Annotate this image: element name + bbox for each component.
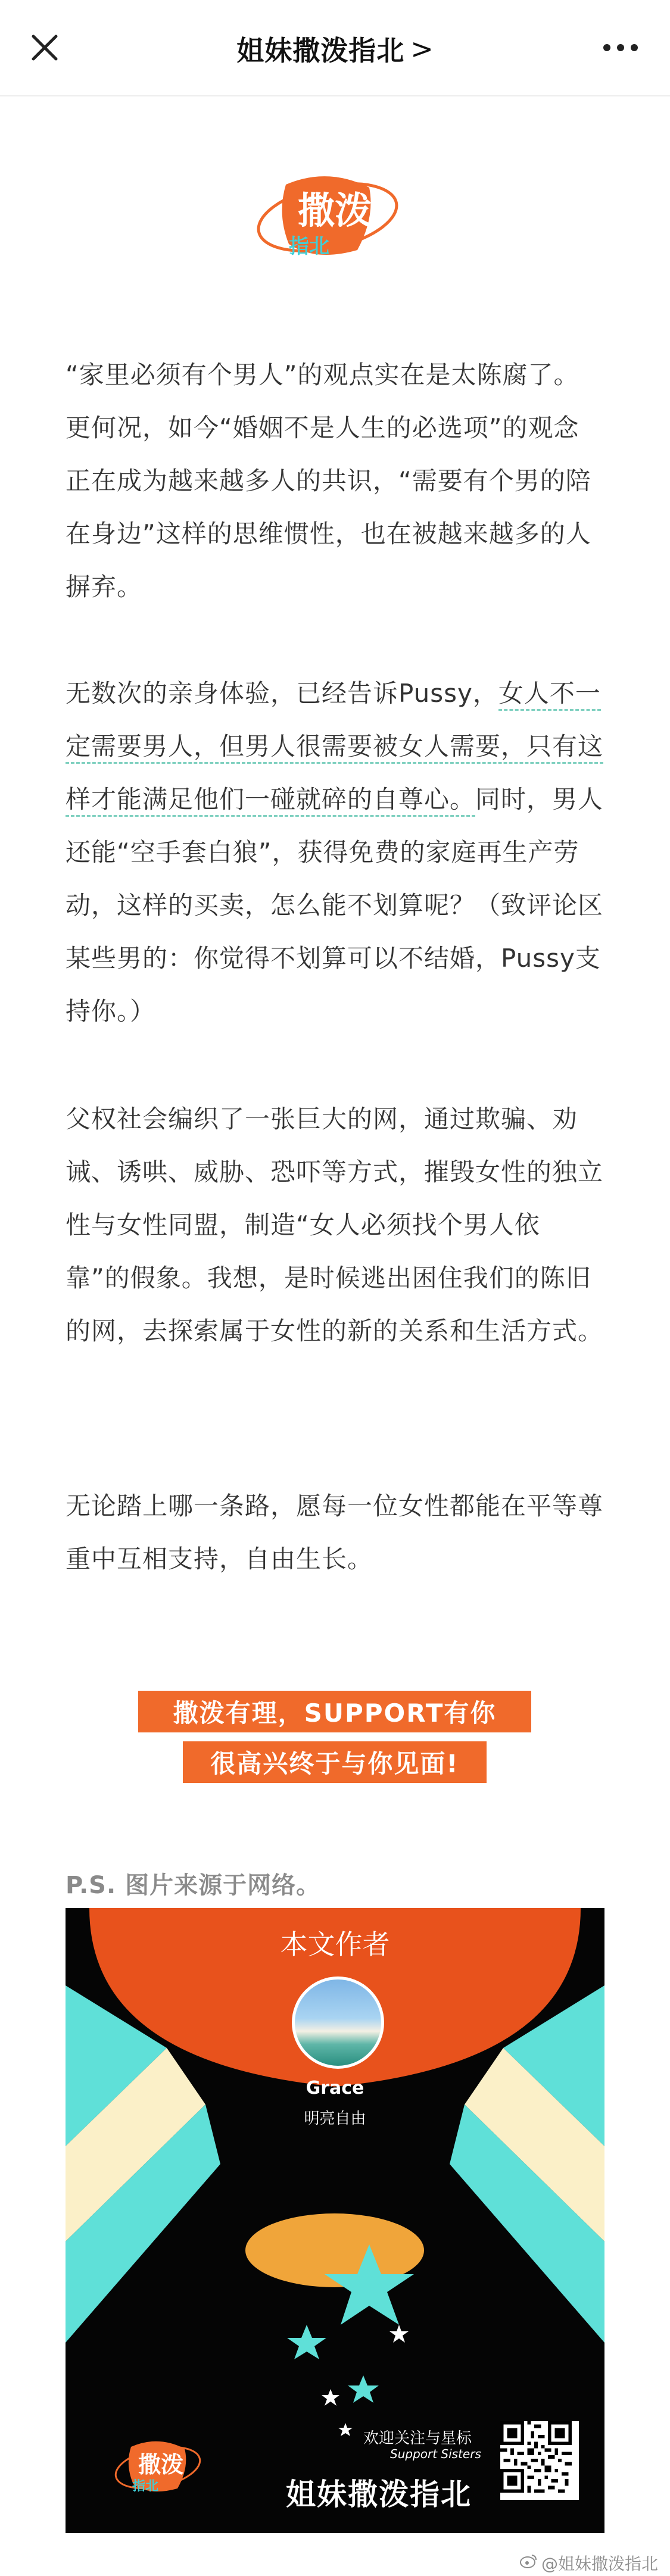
avatar xyxy=(292,1977,384,2069)
paragraph-1: “家里必须有个男人”的观点实在是太陈腐了。更何况，如今“婚姻不是人生的必选项”的观念正在成为越来越多人的共识，“需要有个男的陪在身边”这样的思维惯性，也在被越来越多的人摒弃。 xyxy=(66,360,591,601)
more-button[interactable] xyxy=(600,37,641,58)
banner-line-2: 很高兴终于与你见面! xyxy=(183,1741,487,1783)
more-icon xyxy=(600,37,641,58)
poster-logo xyxy=(113,2432,202,2503)
poster-brand-name: 姐妹撒泼指北 xyxy=(286,2477,472,2512)
follow-prompt: 欢迎关注与星标 xyxy=(363,2430,472,2447)
follow-subtitle: Support Sisters xyxy=(390,2447,481,2461)
svg-text:撒泼: 撒泼 xyxy=(138,2452,184,2478)
paragraph-4: 无论踏上哪一条路，愿每一位女性都能在平等尊重中互相支持，自由生长。 xyxy=(66,1491,604,1573)
paragraph-2 xyxy=(66,667,604,1038)
watermark-text: @姐妹撒泼指北 xyxy=(541,2554,658,2574)
author-name: Grace xyxy=(306,2078,364,2099)
source-watermark xyxy=(520,2551,658,2575)
svg-text:撒泼: 撒泼 xyxy=(298,189,372,232)
paragraph-2-highlight: 女人不一定需要男人，但男人很需要被女人需要，只有这样才能满足他们一碰就碎的自尊心。 xyxy=(66,679,603,817)
svg-text:指北: 指北 xyxy=(289,235,329,258)
weibo-icon xyxy=(520,2553,538,2573)
author-poster xyxy=(66,1908,604,2533)
ps-note: P.S. 图片来源于网络。 xyxy=(66,1872,321,1899)
brand-logo xyxy=(256,161,399,274)
paragraph-2-rest: 同时，男人还能“空手套白狼”，获得免费的家庭再生产劳动，这样的买卖，怎么能不划算呢？（致评论区某些男的：你觉得不划算可以不结婚，Pussy支持你。） xyxy=(66,785,604,1026)
paragraph-2-intro: 无数次的亲身体验，已经告诉Pussy， xyxy=(66,679,498,708)
svg-text:指北: 指北 xyxy=(132,2479,159,2494)
top-bar xyxy=(0,0,670,96)
close-icon xyxy=(30,33,60,63)
chevron-right-icon: > xyxy=(410,33,434,65)
page-title: 姐妹撒泼指北 xyxy=(236,35,405,67)
author-section-title: 本文作者 xyxy=(280,1928,390,1960)
qr-code[interactable] xyxy=(500,2421,579,2500)
close-button[interactable] xyxy=(30,33,60,63)
paragraph-3: 父权社会编织了一张巨大的网，通过欺骗、劝诫、诱哄、威胁、恐吓等方式，摧毁女性的独立性与女性同盟，制造“女人必须找个男人依靠”的假象。我想，是时候逃出困住我们的陈旧的网，去探索属于女性的新的关系和生活方式。 xyxy=(66,1104,604,1345)
account-title-link[interactable] xyxy=(179,31,491,67)
author-tagline: 明亮自由 xyxy=(304,2110,366,2128)
banner-line-1: 撒泼有理，SUPPORT有你 xyxy=(138,1691,531,1732)
